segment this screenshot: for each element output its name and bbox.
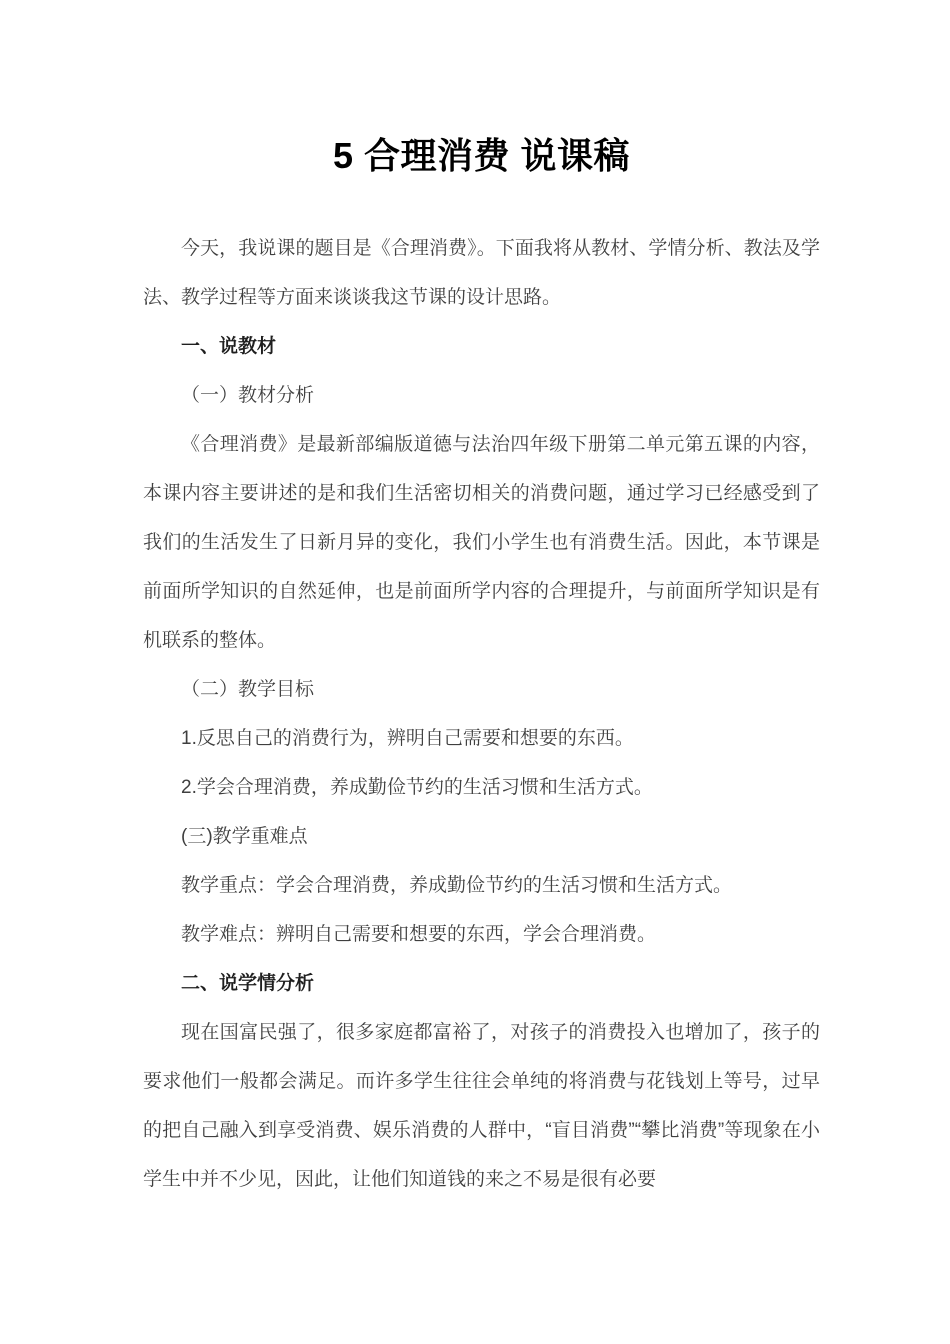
document-body (143, 224, 820, 1204)
document-title: 5 合理消费 说课稿 (332, 135, 631, 176)
paragraph: 1.反思自己的消费行为，辨明自己需要和想要的东西。 (181, 728, 634, 749)
paragraph: 现在国富民强了，很多家庭都富裕了，对孩子的消费投入也增加了，孩子的要求他们一般都会满足。而许多学生往往会单纯的将消费与花钱划上等号，过早的把自己融入到享受消费、娱乐消费的人群中，“盲目消费”“攀比消费”等现象在小学生中并不少见，因此，让他们知道钱的来之不易是很有必要 (143, 1022, 820, 1190)
section-heading: 一、说教材 (181, 336, 277, 357)
paragraph: 教学难点：辨明自己需要和想要的东西，学会合理消费。 (181, 924, 657, 945)
paragraph: 今天，我说课的题目是《合理消费》。下面我将从教材、学情分析、教法及学法、教学过程等方面来谈谈我这节课的设计思路。 (143, 238, 820, 308)
paragraph: (三)教学重难点 (181, 826, 308, 847)
paragraph: 《合理消费》是最新部编版道德与法治四年级下册第二单元第五课的内容，本课内容主要讲述的是和我们生活密切相关的消费问题，通过学习已经感受到了我们的生活发生了日新月异的变化，我们小学生也有消费生活。因此，本节课是前面所学知识的自然延伸，也是前面所学内容的合理提升，与前面所学知识是有机联系的整体。 (143, 434, 820, 651)
paragraph: 2.学会合理消费，养成勤俭节约的生活习惯和生活方式。 (181, 777, 653, 798)
section-heading: 二、说学情分析 (181, 973, 315, 994)
paragraph: （一）教材分析 (181, 385, 315, 406)
paragraph: （二）教学目标 (181, 679, 315, 700)
paragraph: 教学重点：学会合理消费，养成勤俭节约的生活习惯和生活方式。 (181, 875, 733, 896)
